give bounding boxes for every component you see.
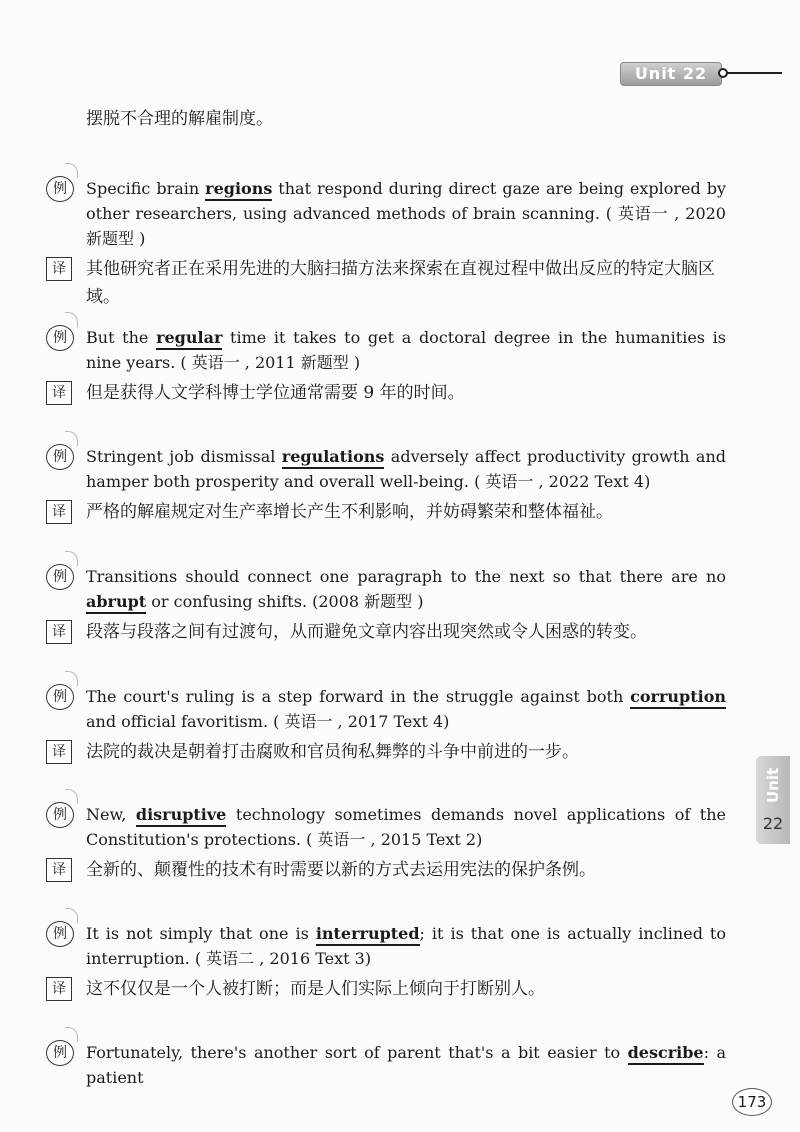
example-icon: 例 bbox=[46, 176, 74, 202]
example-entry bbox=[46, 1040, 726, 1090]
example-sentence bbox=[86, 921, 726, 971]
sentence-text: But the bbox=[86, 328, 157, 347]
side-unit-tab bbox=[756, 756, 790, 844]
example-entry bbox=[46, 802, 726, 884]
keyword: interrupted bbox=[316, 924, 420, 946]
translation-icon: 译 bbox=[46, 500, 72, 524]
keyword: describe bbox=[628, 1043, 704, 1065]
example-sentence bbox=[86, 176, 726, 251]
example-icon: 例 bbox=[46, 1040, 74, 1066]
keyword: abrupt bbox=[86, 592, 146, 614]
example-sentence bbox=[86, 1040, 726, 1090]
example-sentence bbox=[86, 325, 726, 375]
keyword: disruptive bbox=[136, 805, 226, 827]
translation-icon: 译 bbox=[46, 858, 72, 882]
translation-icon: 译 bbox=[46, 381, 72, 405]
keyword: regular bbox=[156, 328, 222, 350]
example-entry bbox=[46, 176, 726, 311]
sentence-text: time it takes to get a doctoral degree in the humanities is nine years. ( 英语一 , 2011 新题型 ) bbox=[86, 328, 727, 372]
example-entry bbox=[46, 684, 726, 766]
translation-text: 段落与段落之间有过渡句，从而避免文章内容出现突然或令人困惑的转变。 bbox=[86, 622, 647, 642]
translation-text: 其他研究者正在采用先进的大脑扫描方法来探索在直视过程中做出反应的特定大脑区域。 bbox=[86, 259, 715, 307]
example-icon: 例 bbox=[46, 325, 74, 351]
sentence-text: Fortunately, there's another sort of parent that's a bit easier to bbox=[86, 1043, 628, 1062]
sentence-text: ; it is that one is actually inclined to interruption. ( 英语二 , 2016 Text 3) bbox=[86, 924, 726, 968]
example-entry bbox=[46, 921, 726, 1003]
example-sentence bbox=[86, 684, 726, 734]
sentence-text: technology sometimes demands novel applications of the Constitution's protections. ( 英语一 , 2015 Text 2) bbox=[86, 805, 727, 849]
side-tab-number: 22 bbox=[762, 814, 784, 833]
translation-icon: 译 bbox=[46, 740, 72, 764]
example-sentence bbox=[86, 444, 726, 494]
translation-icon: 译 bbox=[46, 257, 72, 281]
example-icon: 例 bbox=[46, 564, 74, 590]
example-icon: 例 bbox=[46, 444, 74, 470]
sentence-text: Stringent job dismissal bbox=[86, 447, 282, 466]
translation-text: 全新的、颠覆性的技术有时需要以新的方式去运用宪法的保护条例。 bbox=[86, 860, 596, 880]
translation-text: 这不仅仅是一个人被打断；而是人们实际上倾向于打断别人。 bbox=[86, 979, 545, 999]
sentence-text: adversely affect productivity growth and hamper both prosperity and overall well-being. ( 英语一 , 2022 Text 4) bbox=[86, 447, 726, 491]
example-sentence bbox=[86, 564, 726, 614]
sentence-text: that respond during direct gaze are being explored by other researchers, using advanced methods of brain scanning. ( 英语一 , 2020 新题型 ) bbox=[86, 179, 726, 248]
sentence-text: or confusing shifts. (2008 新题型 ) bbox=[146, 592, 424, 611]
example-sentence bbox=[86, 802, 726, 852]
sentence-text: It is not simply that one is bbox=[86, 924, 316, 943]
side-tab-word: Unit bbox=[764, 767, 782, 803]
sentence-text: : a patient bbox=[86, 1043, 726, 1087]
sentence-text: and official favoritism. ( 英语一 , 2017 Text 4) bbox=[86, 712, 450, 731]
unit-rule-divider bbox=[724, 72, 782, 74]
example-entry bbox=[46, 444, 726, 526]
translation-text: 但是获得人文学科博士学位通常需要 9 年的时间。 bbox=[86, 383, 465, 403]
keyword: corruption bbox=[630, 687, 726, 709]
intro-line: 摆脱不合理的解雇制度。 bbox=[86, 109, 273, 129]
example-icon: 例 bbox=[46, 802, 74, 828]
example-icon: 例 bbox=[46, 921, 74, 947]
keyword: regions bbox=[205, 179, 272, 201]
translation-text: 法院的裁决是朝着打击腐败和官员徇私舞弊的斗争中前进的一步。 bbox=[86, 742, 579, 762]
sentence-text: Specific brain bbox=[86, 179, 206, 198]
sentence-text: The court's ruling is a step forward in the struggle against both bbox=[86, 687, 631, 706]
example-icon: 例 bbox=[46, 684, 74, 710]
example-entry bbox=[46, 325, 726, 407]
keyword: regulations bbox=[282, 447, 385, 469]
translation-icon: 译 bbox=[46, 620, 72, 644]
sentence-text: New, bbox=[86, 805, 136, 824]
translation-text: 严格的解雇规定对生产率增长产生不利影响，并妨碍繁荣和整体福祉。 bbox=[86, 502, 613, 522]
page-number: 173 bbox=[732, 1088, 772, 1116]
unit-badge: Unit 22 bbox=[620, 62, 722, 86]
translation-icon: 译 bbox=[46, 977, 72, 1001]
example-entry bbox=[46, 564, 726, 646]
sentence-text: Transitions should connect one paragraph to the next so that there are no bbox=[86, 567, 726, 586]
